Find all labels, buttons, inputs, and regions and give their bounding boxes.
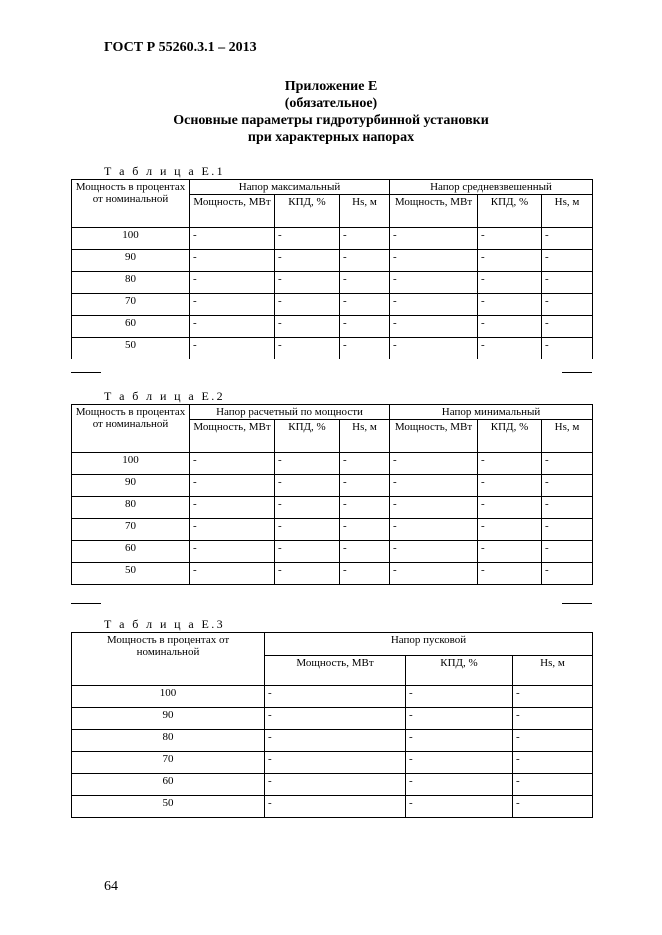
appendix-heading [0,78,662,146]
value-cell: - [542,272,593,294]
table-row [72,774,593,796]
value-cell: - [542,519,593,541]
value-cell: - [478,338,542,360]
value-cell: - [542,228,593,250]
value-cell: - [275,519,340,541]
value-cell: - [406,708,513,730]
value-cell: - [542,338,593,360]
value-cell: - [542,497,593,519]
value-cell: - [340,519,390,541]
value-cell: - [340,497,390,519]
subheader-efficiency: КПД, % [478,195,542,228]
power-percent-cell: 60 [72,316,190,338]
value-cell: - [340,541,390,563]
power-percent-cell: 50 [72,796,265,818]
table-row [72,338,593,360]
value-cell: - [406,752,513,774]
table-e1-caption: Т а б л и ц а Е.1 [104,164,226,178]
table-row [72,686,593,708]
power-percent-cell: 90 [72,708,265,730]
power-percent-cell: 80 [72,497,190,519]
value-cell: - [190,316,275,338]
value-cell: - [542,475,593,497]
table-e2 [71,404,593,585]
value-cell: - [513,686,593,708]
value-cell: - [513,796,593,818]
value-cell: - [265,686,406,708]
power-percent-cell: 50 [72,563,190,585]
value-cell: - [478,519,542,541]
value-cell: - [478,453,542,475]
table-footer-rule [562,603,592,604]
power-percent-cell: 70 [72,519,190,541]
value-cell: - [542,541,593,563]
column-group-weighted-head: Напор средневзвешенный [390,180,593,195]
subheader-hs: Hs, м [340,195,390,228]
subheader-efficiency: КПД, % [275,195,340,228]
power-percent-cell: 90 [72,475,190,497]
power-percent-cell: 60 [72,774,265,796]
table-row [72,519,593,541]
value-cell: - [265,796,406,818]
value-cell: - [478,228,542,250]
table-e1 [71,179,593,359]
table-row [72,497,593,519]
power-percent-cell: 100 [72,453,190,475]
value-cell: - [542,250,593,272]
value-cell: - [340,338,390,360]
value-cell: - [478,497,542,519]
value-cell: - [478,316,542,338]
value-cell: - [340,475,390,497]
subheader-power-mw: Мощность, МВт [390,420,478,453]
power-percent-cell: 50 [72,338,190,360]
value-cell: - [390,475,478,497]
subheader-power-mw: Мощность, МВт [190,195,275,228]
value-cell: - [542,453,593,475]
table-row [72,316,593,338]
value-cell: - [542,563,593,585]
value-cell: - [190,453,275,475]
table-row [72,228,593,250]
value-cell: - [513,774,593,796]
column-header-power: Мощность в процентах от номинальной [72,405,190,453]
subheader-power-mw: Мощность, МВт [265,656,406,686]
value-cell: - [190,475,275,497]
value-cell: - [340,294,390,316]
value-cell: - [275,475,340,497]
value-cell: - [265,774,406,796]
table-row [72,752,593,774]
value-cell: - [390,497,478,519]
value-cell: - [190,272,275,294]
value-cell: - [390,541,478,563]
value-cell: - [542,294,593,316]
subheader-hs: Hs, м [513,656,593,686]
value-cell: - [190,541,275,563]
value-cell: - [275,497,340,519]
value-cell: - [190,294,275,316]
power-percent-cell: 90 [72,250,190,272]
value-cell: - [265,752,406,774]
table-row [72,796,593,818]
value-cell: - [478,250,542,272]
value-cell: - [190,250,275,272]
value-cell: - [513,752,593,774]
table-row [72,730,593,752]
table-row [72,272,593,294]
table-e3 [71,632,593,818]
value-cell: - [390,250,478,272]
power-percent-cell: 80 [72,730,265,752]
subheader-efficiency: КПД, % [406,656,513,686]
subheader-hs: Hs, м [340,420,390,453]
table-footer-rule [71,603,101,604]
value-cell: - [390,272,478,294]
table-footer-rule [71,372,101,373]
value-cell: - [275,250,340,272]
page-number: 64 [104,879,118,894]
value-cell: - [542,316,593,338]
value-cell: - [406,796,513,818]
value-cell: - [513,730,593,752]
column-header-power: Мощность в процентах от номинальной [72,633,265,686]
value-cell: - [390,563,478,585]
value-cell: - [406,686,513,708]
subheader-power-mw: Мощность, МВт [390,195,478,228]
subheader-hs: Hs, м [542,420,593,453]
value-cell: - [478,475,542,497]
table-row [72,475,593,497]
appendix-heading-line-1: Основные параметры гидротурбинной установки [173,113,489,128]
subheader-hs: Hs, м [542,195,593,228]
value-cell: - [390,338,478,360]
value-cell: - [478,563,542,585]
value-cell: - [406,730,513,752]
document-code: ГОСТ Р 55260.3.1 – 2013 [104,40,257,55]
value-cell: - [406,774,513,796]
value-cell: - [340,228,390,250]
appendix-title: Приложение Е [284,79,378,94]
table-e3-caption: Т а б л и ц а Е.3 [104,617,226,631]
power-percent-cell: 70 [72,752,265,774]
column-group-startup-head: Напор пусковой [265,633,593,656]
column-header-power: Мощность в процентах от номинальной [72,180,190,228]
column-group-min-head: Напор минимальный [390,405,593,420]
table-row [72,708,593,730]
value-cell: - [478,541,542,563]
subheader-efficiency: КПД, % [478,420,542,453]
power-percent-cell: 60 [72,541,190,563]
value-cell: - [190,228,275,250]
column-group-max-head: Напор максимальный [190,180,390,195]
table-e2-caption: Т а б л и ц а Е.2 [104,389,226,403]
appendix-status: (обязательное) [284,96,378,111]
value-cell: - [265,708,406,730]
value-cell: - [340,272,390,294]
value-cell: - [190,338,275,360]
subheader-power-mw: Мощность, МВт [190,420,275,453]
value-cell: - [478,294,542,316]
value-cell: - [390,519,478,541]
value-cell: - [390,294,478,316]
value-cell: - [275,453,340,475]
value-cell: - [265,730,406,752]
appendix-heading-line-2: при характерных напорах [247,130,415,145]
value-cell: - [390,228,478,250]
power-percent-cell: 80 [72,272,190,294]
value-cell: - [340,250,390,272]
value-cell: - [275,272,340,294]
value-cell: - [275,294,340,316]
value-cell: - [275,316,340,338]
value-cell: - [190,519,275,541]
value-cell: - [275,563,340,585]
value-cell: - [275,228,340,250]
value-cell: - [340,563,390,585]
value-cell: - [190,497,275,519]
subheader-efficiency: КПД, % [275,420,340,453]
value-cell: - [390,316,478,338]
column-group-design-head: Напор расчетный по мощности [190,405,390,420]
table-row [72,453,593,475]
table-row [72,541,593,563]
value-cell: - [275,338,340,360]
value-cell: - [340,453,390,475]
value-cell: - [513,708,593,730]
power-percent-cell: 100 [72,686,265,708]
value-cell: - [275,541,340,563]
table-row [72,563,593,585]
value-cell: - [478,272,542,294]
table-row [72,250,593,272]
power-percent-cell: 100 [72,228,190,250]
value-cell: - [340,316,390,338]
value-cell: - [190,563,275,585]
power-percent-cell: 70 [72,294,190,316]
value-cell: - [390,453,478,475]
table-row [72,294,593,316]
table-footer-rule [562,372,592,373]
